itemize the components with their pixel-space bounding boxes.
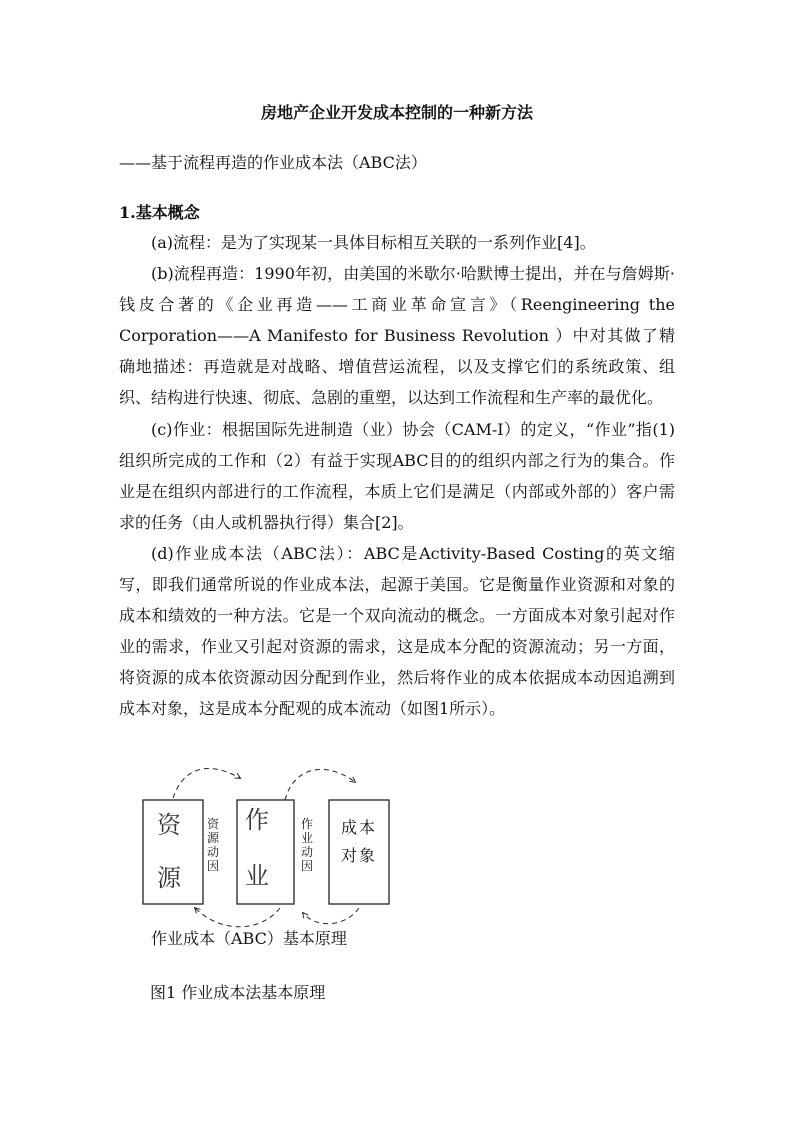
arrow-top-right — [285, 769, 355, 800]
resource-driver-char-3: 动 — [206, 845, 220, 859]
resource-driver-char-4: 因 — [206, 859, 220, 873]
activity-driver-char-1: 作 — [300, 817, 314, 831]
document-subtitle: ——基于流程再造的作业成本法（ABC法） — [119, 153, 427, 172]
box-cost-char-2: 本 — [358, 818, 376, 837]
activity-driver-char-4: 因 — [300, 859, 314, 873]
box-cost-char-4: 象 — [358, 846, 376, 865]
box-resource-char-1: 资 — [157, 811, 181, 839]
box-resource-char-2: 源 — [157, 864, 181, 892]
arrow-bottom-left — [195, 908, 280, 927]
abc-diagram — [135, 758, 395, 948]
box-cost-char-3: 对 — [340, 846, 358, 865]
figure-caption: 图1 作业成本法基本原理 — [150, 983, 326, 1002]
box-cost-char-1: 成 — [340, 818, 358, 837]
box-activity-char-2: 业 — [245, 862, 269, 890]
paragraph-abc: (d)作业成本法（ABC法）：ABC是Activity-Based Costing的英文缩写，即我们通常所说的作业成本法，起源于美国。它是衡量作业资源和对象的成本和绩效的一种方法。它是一个双向流动的概念。一方面成本对象引起对作业的需求，作业又引起对资源的需求，这是成本分配的资源流动；另一方面，将资源的成本依资源动因分配到作业，然后将作业的成本依据成本动因追溯到成本对象，这是成本分配观的成本流动（如图1所示）。 — [119, 544, 675, 718]
section-heading: 1.基本概念 — [119, 203, 200, 222]
arrow-bottom-right — [303, 908, 359, 924]
document-title: 房地产企业开发成本控制的一种新方法 — [260, 103, 533, 122]
paragraph-activity: (c)作业：根据国际先进制造（业）协会（CAM-I）的定义，“作业”指(1)组织所完成的工作和（2）有益于实现ABC目的的组织内部之行为的集合。作业是在组织内部进行的工作流程，本质上它们是满足（内部或外部的）客户需求的任务（由人或机器执行得）集合[2]。 — [119, 420, 675, 532]
activity-driver-char-3: 动 — [300, 845, 314, 859]
diagram-inner-caption: 作业成本（ABC）基本原理 — [151, 929, 347, 948]
paragraph-reengineering: (b)流程再造：1990年初，由美国的米歇尔·哈默博士提出，并在与詹姆斯·钱皮合著的《企业再造——工商业革命宣言》（Reengineering the Corporation——A Manifesto for Business Revolution ）中对其做了精确地描述：再造就是对战略、增值营运流程，以及支撑它们的系统政策、组织、结构进行快速、彻底、急剧的重塑，以达到工作流程和生产率的最优化。 — [119, 264, 675, 407]
box-activity-char-1: 作 — [245, 806, 269, 834]
resource-driver-char-1: 资 — [206, 817, 220, 831]
resource-driver-char-2: 源 — [206, 831, 220, 845]
paragraph-process: (a)流程：是为了实现某一具体目标相互关联的一系列作业[4]。 — [151, 233, 596, 252]
arrow-top-left — [173, 768, 240, 798]
activity-driver-char-2: 业 — [300, 831, 314, 845]
